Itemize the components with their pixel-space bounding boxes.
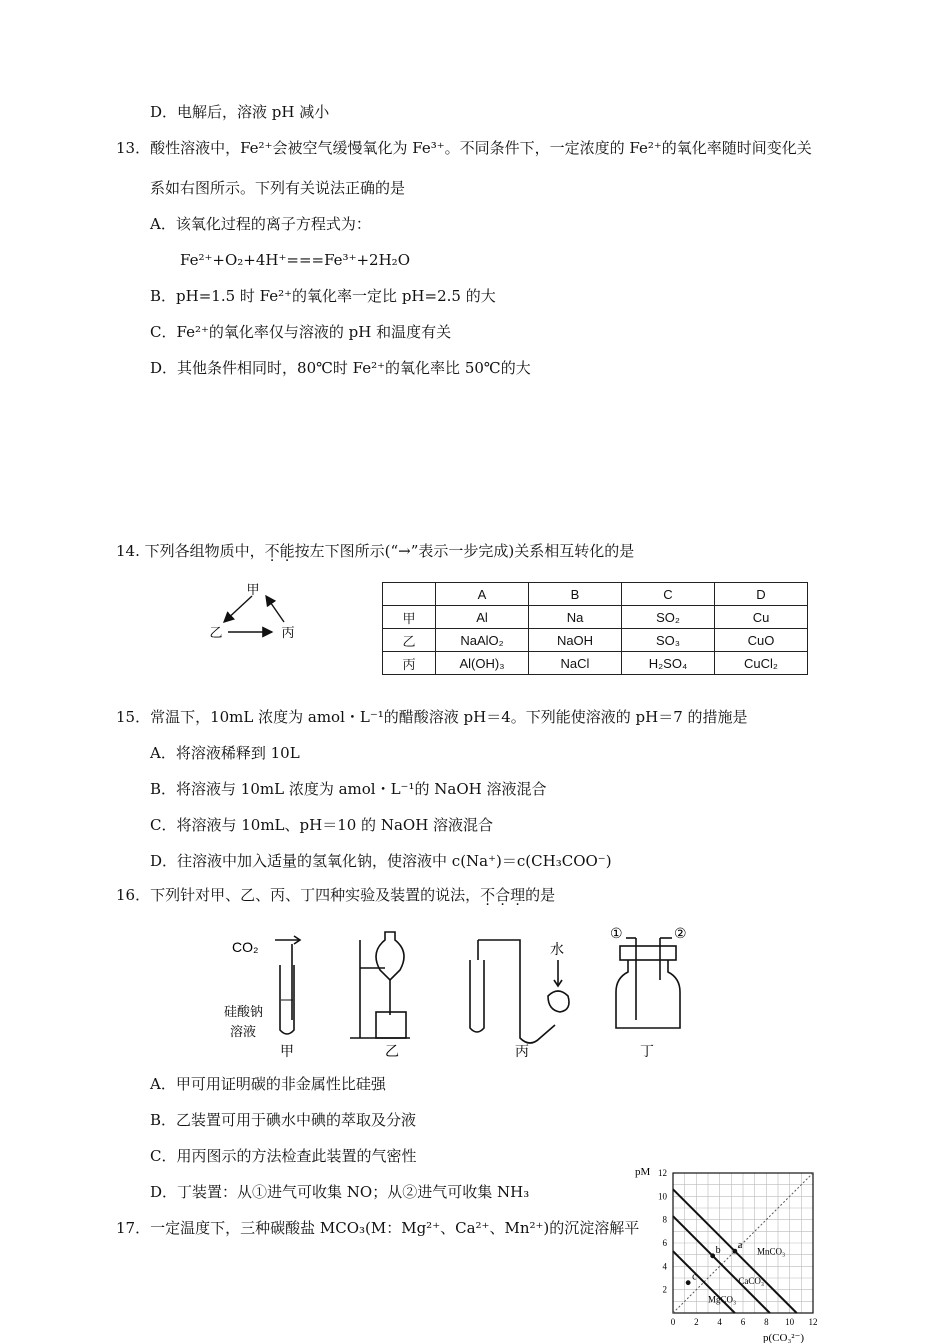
x-tick-label: 8	[764, 1317, 769, 1327]
q15-option-c: C．将溶液与 10mL、pH＝10 的 NaOH 溶液混合	[150, 816, 494, 834]
table-cell: D	[715, 583, 808, 606]
bulb-funnel	[548, 991, 569, 1012]
q14-emphasis-2: 能	[279, 542, 295, 560]
table-cell: 甲	[383, 606, 436, 629]
beaker	[376, 1012, 406, 1038]
table-row	[383, 652, 808, 675]
q14-options-table	[382, 582, 808, 675]
table-cell: NaAlO₂	[436, 629, 529, 652]
data-point-a	[732, 1249, 737, 1254]
series-label-2: MgCO₃	[708, 1294, 737, 1305]
table-cell: Al(OH)₃	[436, 652, 529, 675]
table-cell: NaCl	[529, 652, 622, 675]
q16-option-b: B．乙装置可用于碘水中碘的萃取及分液	[150, 1111, 417, 1129]
q14-stem	[116, 541, 634, 561]
label-ding: 丁	[640, 1044, 654, 1060]
inlet-2-label: ②	[674, 926, 687, 942]
table-cell: Cu	[715, 606, 808, 629]
series-label-0: MnCO₃	[757, 1246, 786, 1257]
q14-stem-post: 按左下图所示(“→”表示一步完成)关系相互转化的是	[294, 542, 635, 560]
table-cell: SO₂	[622, 606, 715, 629]
point-label-b: b	[715, 1244, 721, 1256]
y-tick-label: 10	[658, 1191, 667, 1202]
table-row	[383, 606, 808, 629]
y-tick-label: 2	[662, 1284, 667, 1295]
q16-option-c: C．用丙图示的方法检查此装置的气密性	[150, 1147, 417, 1165]
y-tick-label: 4	[662, 1261, 667, 1272]
data-point-b	[710, 1253, 715, 1258]
x-axis-label: p(CO₃²⁻)	[763, 1332, 805, 1343]
q16-apparatus-figure	[180, 920, 720, 1065]
q14-stem-pre: 14. 下列各组物质中，	[116, 542, 265, 560]
x-tick-label: 2	[694, 1317, 699, 1327]
q13-option-d: D．其他条件相同时，80℃时 Fe²⁺的氧化率比 50℃的大	[150, 359, 531, 377]
solution-label: 溶液	[230, 1025, 257, 1040]
point-label-c: c	[692, 1271, 697, 1283]
table-cell: B	[529, 583, 622, 606]
node-bing: 丙	[281, 626, 295, 641]
node-jia: 甲	[246, 583, 260, 598]
q16-emphasis-3: 理	[510, 886, 526, 904]
y-tick-label: 12	[658, 1168, 667, 1178]
pm-vs-pco3-chart	[625, 1165, 835, 1343]
q16-emphasis-1: 不	[480, 886, 496, 904]
table-cell: H₂SO₄	[622, 652, 715, 675]
q13-stem-line2: 系如右图所示。下列有关说法正确的是	[150, 179, 406, 197]
separatory-funnel	[376, 932, 404, 980]
q12-option-d: D．电解后，溶液 pH 减小	[150, 103, 330, 121]
water-label: 水	[550, 942, 564, 958]
table-cell: Al	[436, 606, 529, 629]
inlet-1-label: ①	[610, 926, 623, 942]
q13-option-b: B．pH=1.5 时 Fe²⁺的氧化率一定比 pH=2.5 的大	[150, 287, 496, 305]
table-cell: C	[622, 583, 715, 606]
node-yi: 乙	[209, 626, 223, 641]
table-cell	[383, 583, 436, 606]
label-bing: 丙	[515, 1044, 529, 1060]
sodium-silicate-label: 硅酸钠	[224, 1005, 264, 1020]
arrow-jia-to-yi	[224, 596, 252, 622]
y-tick-label: 6	[662, 1238, 667, 1248]
table-header-row	[383, 583, 808, 606]
arrow-bing-to-jia	[266, 596, 284, 622]
q16-stem-pre: 16．下列针对甲、乙、丙、丁四种实验及装置的说法，	[116, 886, 481, 904]
q16-stem-post: 的是	[525, 886, 556, 904]
table-cell: A	[436, 583, 529, 606]
x-tick-label: 12	[808, 1317, 818, 1327]
q16-stem	[116, 885, 555, 905]
x-tick-label: 6	[740, 1317, 746, 1327]
y-axis-label: pM	[635, 1166, 651, 1178]
label-jia: 甲	[280, 1044, 294, 1060]
table-cell: Na	[529, 606, 622, 629]
q13-stem-line1: 13．酸性溶液中，Fe²⁺会被空气缓慢氧化为 Fe³⁺。不同条件下，一定浓度的 Fe²⁺的氧化率随时间变化关	[116, 139, 812, 157]
table-cell: NaOH	[529, 629, 622, 652]
table-cell: SO₃	[622, 629, 715, 652]
gas-bottle	[616, 960, 680, 1028]
y-tick-label: 8	[662, 1214, 667, 1225]
table-cell: CuO	[715, 629, 808, 652]
label-yi: 乙	[385, 1044, 399, 1060]
q15-option-a: A．将溶液稀释到 10L	[150, 744, 300, 762]
bottle-stopper	[620, 946, 676, 960]
q13-option-a: A．该氧化过程的离子方程式为：	[150, 215, 371, 233]
q15-option-d: D．往溶液中加入适量的氢氧化钠，使溶液中 c(Na⁺)＝c(CH₃COO⁻)	[150, 852, 612, 870]
q13-option-c: C．Fe²⁺的氧化率仅与溶液的 pH 和温度有关	[150, 323, 452, 341]
x-tick-label: 10	[785, 1317, 795, 1327]
q16-option-a: A．甲可用证明碳的非金属性比硅强	[150, 1075, 386, 1093]
table-cell: CuCl₂	[715, 652, 808, 675]
table-cell: 丙	[383, 652, 436, 675]
table-cell: 乙	[383, 629, 436, 652]
q14-emphasis-1: 不	[264, 542, 280, 560]
q15-stem: 15．常温下，10mL 浓度为 amol・L⁻¹的醋酸溶液 pH＝4。下列能使溶液的 pH＝7 的措施是	[116, 708, 748, 726]
x-tick-label: 4	[717, 1317, 722, 1327]
table-row	[383, 629, 808, 652]
x-tick-label: 0	[670, 1317, 676, 1327]
test-tube-bing	[470, 960, 484, 1032]
q13-option-a-equation: Fe²⁺+O₂+4H⁺===Fe³⁺+2H₂O	[180, 251, 410, 269]
data-point-c	[686, 1280, 691, 1285]
q14-cycle-diagram	[200, 582, 310, 644]
co2-label: CO₂	[232, 939, 259, 955]
series-label-1: CaCO₃	[738, 1275, 764, 1286]
q15-option-b: B．将溶液与 10mL 浓度为 amol・L⁻¹的 NaOH 溶液混合	[150, 780, 547, 798]
rubber-tube	[478, 940, 555, 1043]
q17-stem: 17．一定温度下，三种碳酸盐 MCO₃(M：Mg²⁺、Ca²⁺、Mn²⁺)的沉淀溶解平	[116, 1219, 640, 1237]
point-label-a: a	[737, 1240, 743, 1252]
q16-option-d: D．丁装置：从①进气可收集 NO；从②进气可收集 NH₃	[150, 1183, 530, 1201]
q16-emphasis-2: 合	[495, 886, 511, 904]
